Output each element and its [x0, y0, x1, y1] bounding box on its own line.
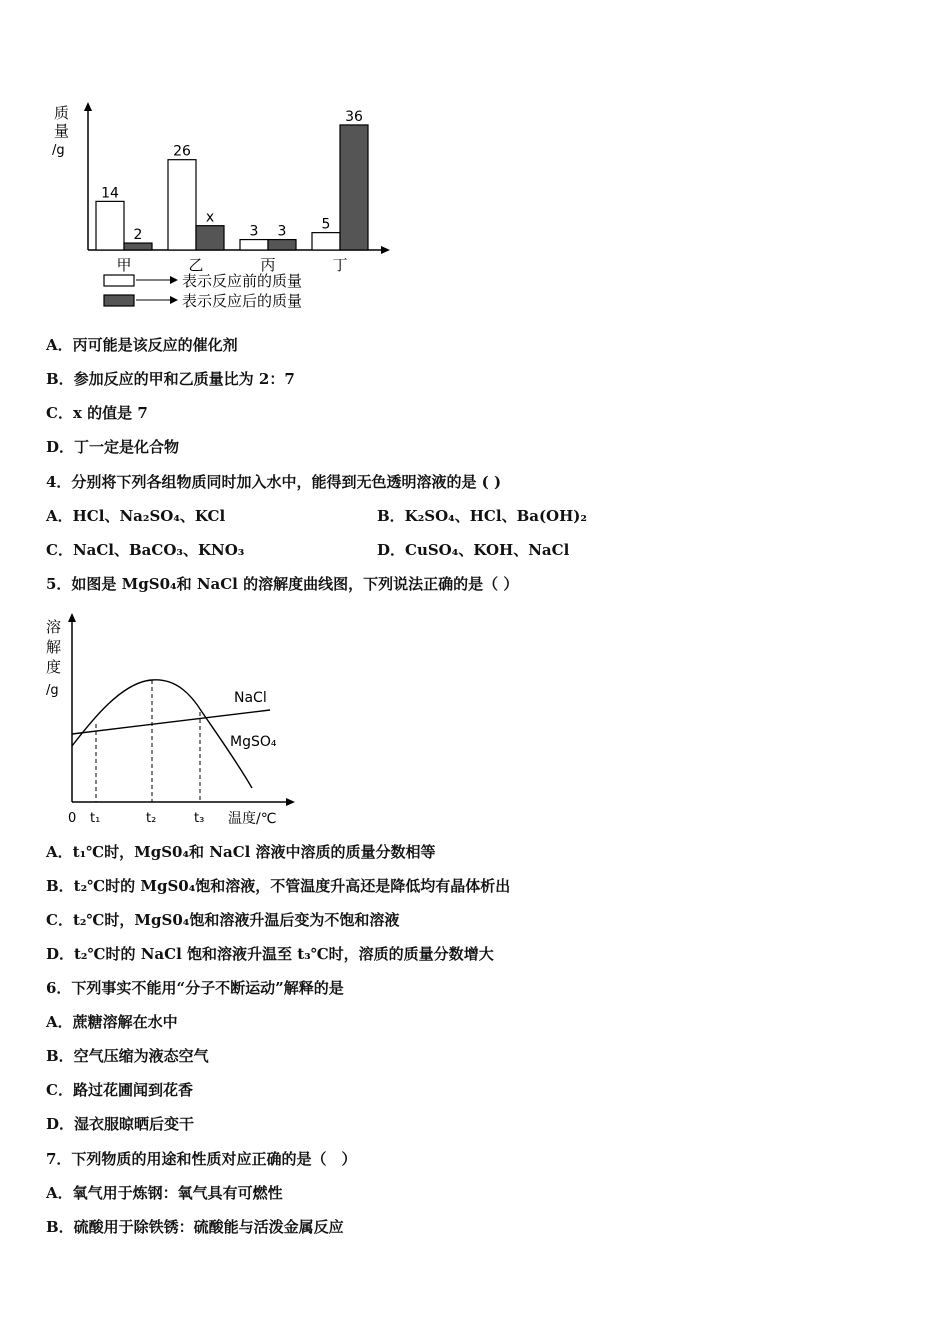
mgso4-curve	[72, 680, 252, 788]
category-label: 丁	[332, 256, 348, 274]
bar-after	[268, 240, 296, 250]
q5-option-d: D．t₂℃时的 NaCl 饱和溶液升温至 t₃℃时，溶质的质量分数增大	[46, 945, 494, 963]
bar-after	[196, 226, 224, 250]
q6-stem: 6．下列事实不能用“分子不断运动”解释的是	[46, 979, 344, 997]
mass-bar-chart	[48, 98, 398, 320]
q3-option-a: A．丙可能是该反应的催化剂	[46, 336, 238, 354]
q4-option-a: A．HCl、Na₂SO₄、KCl	[46, 507, 226, 525]
nacl-curve	[72, 710, 270, 734]
bar-y-label-line: /g	[52, 143, 65, 158]
bar-value-label: 3	[277, 223, 287, 240]
bar-y-label-line: 质	[54, 104, 70, 122]
bar-value-label: 14	[101, 185, 119, 202]
bar-value-label: 5	[321, 216, 331, 233]
legend-label-after: 表示反应后的质量	[182, 292, 303, 310]
bar-after	[124, 243, 152, 250]
bar-value-label: 26	[173, 143, 191, 160]
x-axis-label: 温度/℃	[228, 811, 277, 827]
category-label: 丙	[260, 256, 276, 274]
bar-before	[240, 240, 268, 250]
q7-option-a: A．氧气用于炼钢：氧气具有可燃性	[46, 1184, 283, 1202]
bar-value-label: 3	[249, 223, 259, 240]
curve-y-label-line: /g	[46, 683, 59, 698]
curve-y-label-line: 度	[46, 658, 62, 676]
curve-y-label-line: 溶	[46, 618, 62, 636]
bar-y-label-line: 量	[54, 122, 70, 140]
bar-value-label: 36	[345, 108, 363, 125]
nacl-series-label: NaCl	[234, 690, 267, 706]
legend-arrow-head	[170, 296, 178, 304]
origin-label: 0	[68, 811, 77, 826]
bar-before	[168, 160, 196, 250]
legend-label-before: 表示反应前的质量	[182, 272, 303, 290]
q6-option-c: C．路过花圃闻到花香	[46, 1081, 193, 1099]
bar-before	[96, 201, 124, 250]
legend-arrow-head	[170, 276, 178, 284]
category-label: 甲	[116, 256, 132, 274]
bar-before	[312, 233, 340, 250]
curve-x-axis-arrow	[286, 798, 295, 806]
q3-option-d: D．丁一定是化合物	[46, 438, 180, 456]
q6-option-a: A．蔗糖溶解在水中	[46, 1013, 178, 1031]
bar-value-label: x	[205, 209, 215, 226]
q5-option-b: B．t₂℃时的 MgS0₄饱和溶液，不管温度升高还是降低均有晶体析出	[46, 877, 511, 895]
curve-y-label-line: 解	[46, 638, 62, 656]
category-label: 乙	[188, 256, 204, 274]
q6-option-b: B．空气压缩为液态空气	[46, 1047, 209, 1065]
curve-y-axis-arrow	[68, 613, 76, 622]
q4-stem: 4．分别将下列各组物质同时加入水中，能得到无色透明溶液的是 ( )	[46, 473, 502, 491]
mgso4-series-label: MgSO₄	[230, 734, 277, 750]
q6-option-d: D．湿衣服晾晒后变干	[46, 1115, 195, 1133]
q4-option-c: C．NaCl、BaCO₃、KNO₃	[46, 541, 245, 559]
q3-option-c: C．x 的值是 7	[46, 404, 148, 422]
q7-option-b: B．硫酸用于除铁锈：硫酸能与活泼金属反应	[46, 1218, 344, 1236]
bar-after	[340, 125, 368, 250]
bar-value-label: 2	[133, 227, 143, 244]
bar-y-axis-arrow	[84, 102, 92, 111]
q4-option-d: D．CuSO₄、KOH、NaCl	[377, 541, 570, 559]
q5-stem: 5．如图是 MgS0₄和 NaCl 的溶解度曲线图，下列说法正确的是（ ）	[46, 575, 519, 593]
q5-option-c: C．t₂℃时，MgS0₄饱和溶液升温后变为不饱和溶液	[46, 911, 400, 929]
q5-option-a: A．t₁℃时，MgS0₄和 NaCl 溶液中溶质的质量分数相等	[46, 843, 436, 861]
x-tick-t2: t₂	[146, 811, 157, 826]
q7-stem: 7．下列物质的用途和性质对应正确的是（ ）	[46, 1150, 357, 1168]
x-tick-t1: t₁	[90, 811, 101, 826]
legend-swatch-after	[104, 295, 134, 306]
bar-chart-y-label	[52, 104, 69, 158]
bar-legend	[104, 272, 302, 310]
q4-option-b: B．K₂SO₄、HCl、Ba(OH)₂	[377, 507, 587, 525]
q3-option-b: B．参加反应的甲和乙质量比为 2：7	[46, 370, 295, 388]
legend-swatch-before	[104, 275, 134, 286]
curve-y-label	[46, 618, 61, 698]
solubility-curve-chart	[42, 612, 304, 830]
bar-x-axis-arrow	[381, 246, 390, 254]
x-tick-t3: t₃	[194, 811, 205, 826]
